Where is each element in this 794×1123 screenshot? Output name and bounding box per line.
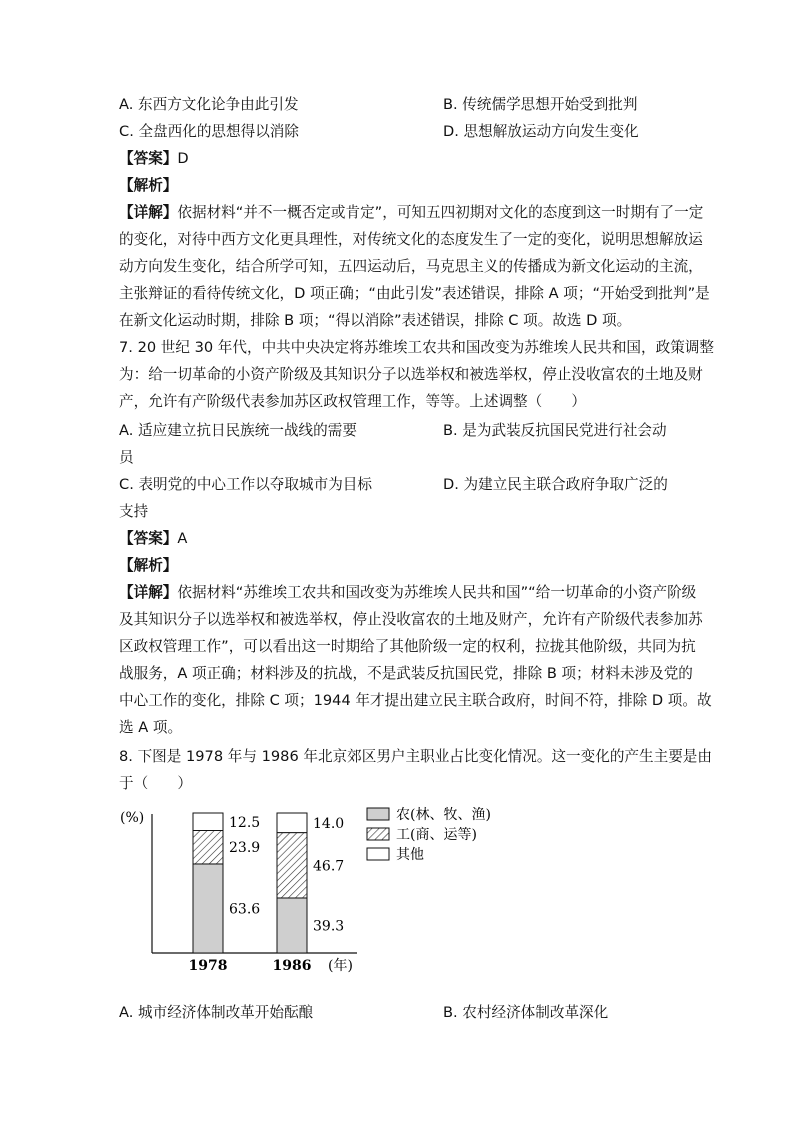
q7-detail-line [119, 583, 696, 603]
bar-segment [193, 813, 223, 831]
detail-tag: 【详解】 [119, 204, 178, 221]
q7-detail-line: 区政权管理工作”，可以看出这一时期给了其他阶级一定的权利，拉拢其他阶级，共同为抗 [119, 638, 696, 655]
q6-detail-line: 动方向发生变化，结合所学可知，五四运动后，马克思主义的传播成为新文化运动的主流， [119, 258, 703, 275]
legend-label: 其他 [396, 847, 424, 863]
q6-option-d: D. 思想解放运动方向发生变化 [443, 123, 639, 140]
answer-tag: 【答案】 [119, 530, 178, 547]
q6-detail-line: 的变化，对待中西方文化更具理性，对传统文化的态度发生了一定的变化，说明思想解放运 [119, 231, 703, 248]
analysis-tag: 【解析】 [119, 557, 178, 574]
q6-option-a: A. 东西方文化论争由此引发 [119, 96, 299, 113]
detail-text: 依据材料“并不一概否定或肯定”，可知五四初期对文化的态度到这一时期有了一定 [177, 204, 704, 221]
q7-option-d-wrap: 支持 [119, 503, 149, 520]
q7-detail-line: 选 A 项。 [119, 719, 183, 736]
answer-value: A [177, 530, 188, 547]
q8-option-b: B. 农村经济体制改革深化 [443, 1004, 609, 1021]
q7-answer [119, 529, 187, 549]
legend-swatch [367, 828, 389, 840]
q7-option-c: C. 表明党的中心工作以夺取城市为目标 [119, 476, 372, 493]
q7-detail-line: 战服务，A 项正确；材料涉及的抗战，不是武装反抗国民党，排除 B 项；材料未涉及党的 [119, 665, 693, 682]
legend-swatch [367, 848, 389, 860]
q6-option-b: B. 传统儒学思想开始受到批判 [443, 96, 638, 113]
q7-option-d: D. 为建立民主联合政府争取广泛的 [443, 476, 668, 493]
answer-value: D [177, 150, 189, 167]
data-label: 14.0 [313, 815, 345, 832]
data-label: 39.3 [313, 918, 345, 935]
bar-segment [277, 833, 307, 898]
q7-stem-line: 产，允许有产阶级代表参加苏区政权管理工作，等等。上述调整（ ） [119, 393, 587, 410]
x-tick-label: 1986 [272, 958, 312, 974]
q6-option-c: C. 全盘西化的思想得以消除 [119, 123, 300, 140]
data-label: 12.5 [229, 814, 261, 831]
q7-stem-line: 7. 20 世纪 30 年代，中共中央决定将苏维埃工农共和国改变为苏维埃人民共和国，政策调整 [119, 339, 714, 356]
analysis-tag: 【解析】 [119, 177, 178, 194]
legend-label: 工(商、运等) [396, 827, 477, 843]
x-tick-label: 1978 [188, 958, 228, 974]
q7-detail-line: 及其知识分子以选举权和被选举权，停止没收富农的土地及财产，允许有产阶级代表参加苏 [119, 611, 703, 628]
q8-option-a: A. 城市经济体制改革开始酝酿 [119, 1004, 314, 1021]
q6-detail-line [119, 203, 703, 223]
x-axis-label: (年) [328, 958, 353, 974]
q8-stem-line: 8. 下图是 1978 年与 1986 年北京郊区男户主职业占比变化情况。这一变化的产生主要是由 [119, 748, 712, 765]
bar-segment [193, 831, 223, 864]
data-label: 46.7 [313, 858, 345, 875]
legend-swatch [367, 808, 389, 820]
answer-tag: 【答案】 [119, 150, 178, 167]
detail-text: 依据材料“苏维埃工农共和国改变为苏维埃人民共和国”“给一切革命的小资产阶级 [177, 584, 697, 601]
q6-detail-line: 在新文化运动时期，排除 B 项；“得以消除”表述错误，排除 C 项。故选 D 项。 [119, 312, 632, 329]
y-axis-label: (%) [120, 810, 145, 826]
q8-stem-line: 于（ ） [119, 775, 192, 792]
bar-segment [277, 898, 307, 953]
q7-option-a: A. 适应建立抗日民族统一战线的需要 [119, 422, 357, 439]
bar-segment [193, 864, 223, 953]
q7-stem-line: 为：给一切革命的小资产阶级及其知识分子以选举权和被选举权，停止没收富农的土地及财 [119, 366, 703, 383]
detail-tag: 【详解】 [119, 584, 178, 601]
occupation-stacked-bar-chart [110, 800, 510, 980]
q7-option-b-wrap: 员 [119, 449, 134, 466]
data-label: 63.6 [229, 901, 261, 918]
data-label: 23.9 [229, 840, 261, 857]
q7-option-b: B. 是为武装反抗国民党进行社会动 [443, 422, 667, 439]
q6-answer [119, 149, 189, 169]
q7-detail-line: 中心工作的变化，排除 C 项；1944 年才提出建立民主联合政府，时间不符，排除 D 项。故 [119, 692, 712, 709]
q7-analysis-tag [119, 556, 177, 576]
q6-detail-line: 主张辩证的看待传统文化，D 项正确；“由此引发”表述错误，排除 A 项；“开始受到批判”是 [119, 285, 710, 302]
legend-label: 农(林、牧、渔) [396, 807, 491, 823]
bar-segment [277, 813, 307, 833]
q6-analysis-tag [119, 176, 177, 196]
